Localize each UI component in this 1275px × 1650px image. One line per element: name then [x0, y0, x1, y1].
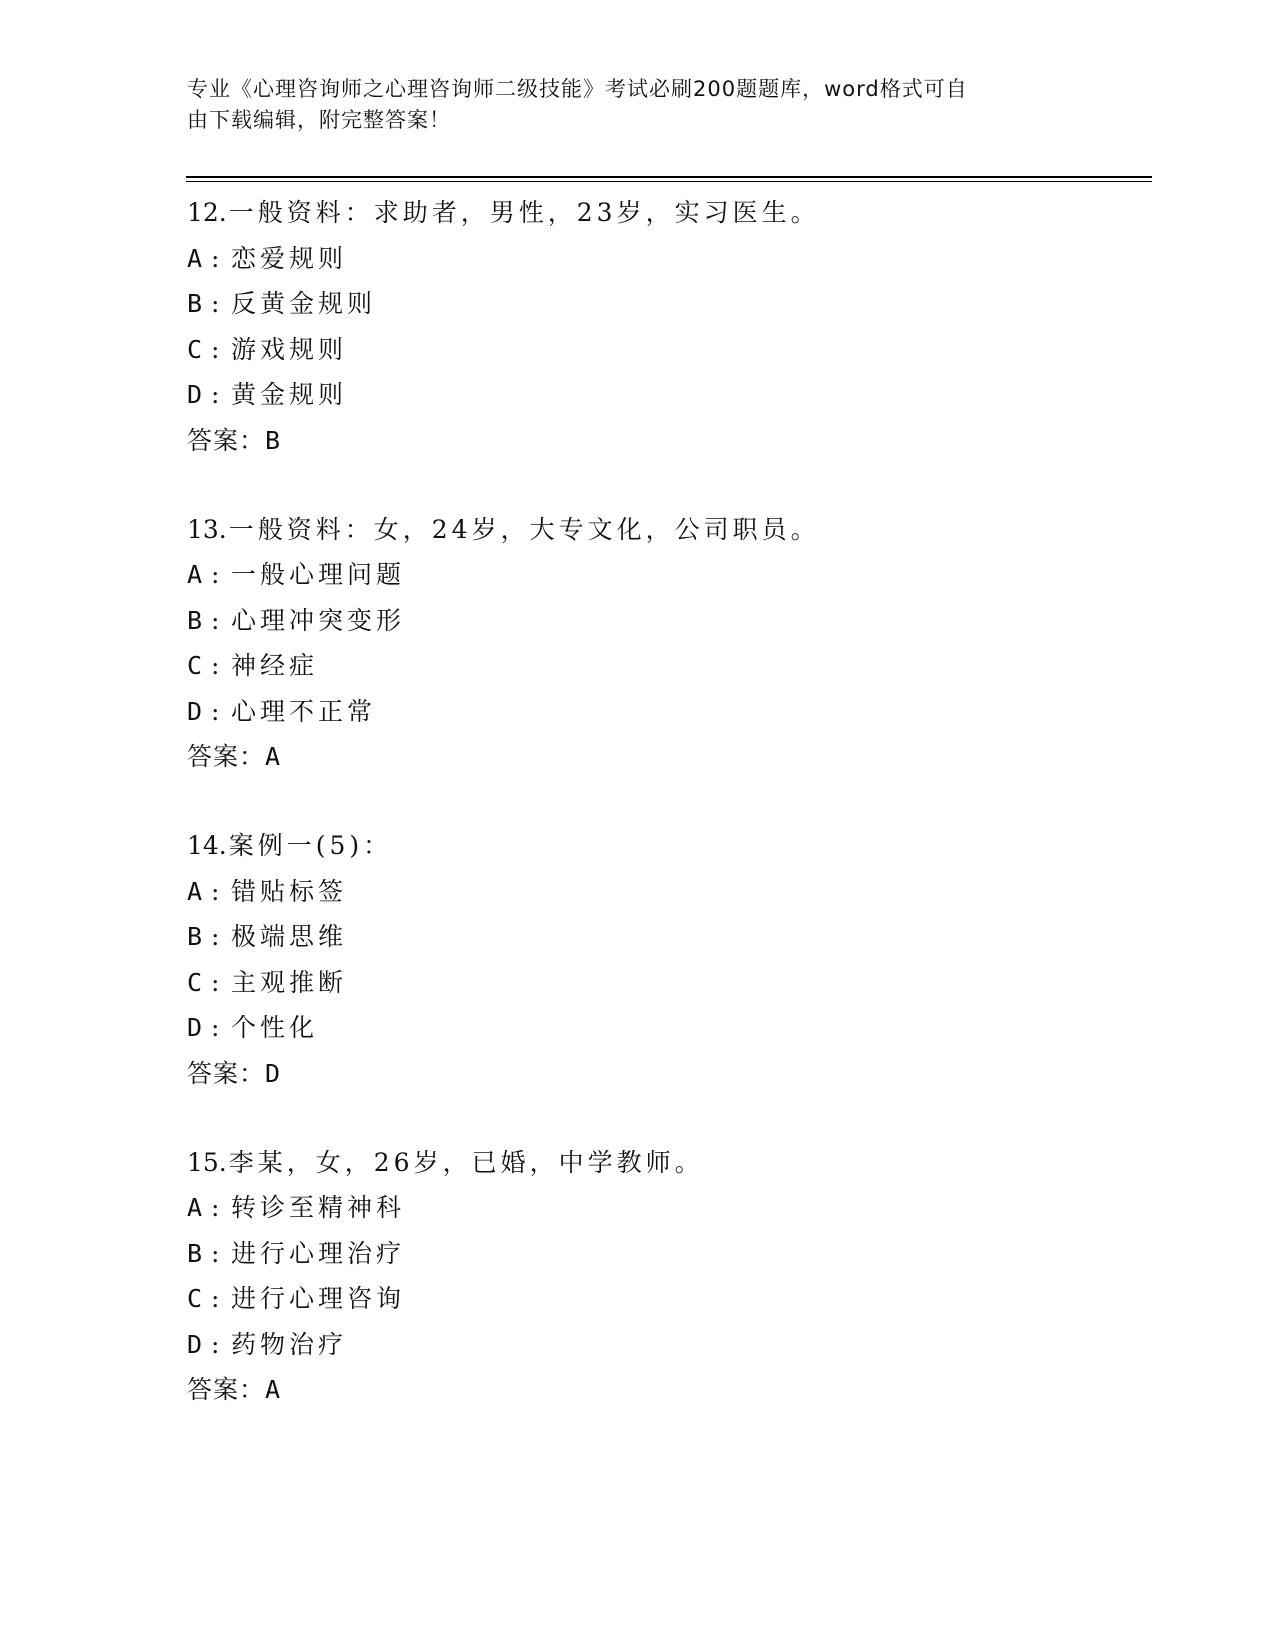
option-a: [187, 869, 1147, 915]
header-divider-thick: [186, 176, 1152, 178]
option-a: [187, 236, 1147, 282]
option-separator: :: [211, 1193, 220, 1222]
question-number: 14.: [187, 831, 227, 860]
answer-label: 答案：: [187, 425, 266, 455]
option-letter: D: [187, 696, 203, 726]
option-letter: B: [187, 922, 203, 951]
option-text: 转诊至精神科: [231, 1193, 406, 1222]
option-d: [187, 1005, 1147, 1051]
header-divider-thin: [186, 181, 1152, 182]
option-letter: C: [187, 967, 203, 997]
answer-value: B: [265, 425, 281, 455]
option-text: 个性化: [231, 1013, 319, 1042]
option-separator: :: [211, 1013, 220, 1042]
option-letter: D: [187, 380, 203, 409]
option-c: [187, 327, 1147, 373]
option-separator: :: [211, 696, 220, 726]
answer-value: A: [265, 742, 281, 771]
answer-label: 答案：: [187, 742, 266, 771]
option-separator: :: [211, 560, 220, 589]
question-item: [187, 1140, 1147, 1414]
option-text: 进行心理治疗: [231, 1238, 406, 1268]
option-letter: A: [187, 876, 203, 906]
option-letter: C: [187, 651, 203, 680]
question-item: [187, 823, 1147, 1097]
answer-line: [187, 418, 1147, 464]
answer-value: A: [265, 1375, 281, 1404]
answer-line: [187, 1367, 1147, 1413]
question-title: [187, 507, 1147, 553]
answer-line: [187, 1051, 1147, 1097]
question-item: [187, 507, 1147, 781]
option-text: 神经症: [231, 651, 319, 680]
option-d: [187, 689, 1147, 735]
option-separator: :: [211, 334, 220, 364]
option-letter: A: [187, 243, 203, 273]
option-b: [187, 1231, 1147, 1277]
question-number: 13.: [187, 514, 227, 544]
option-d: [187, 1322, 1147, 1368]
header-line-2: 由下载编辑，附完整答案！: [187, 108, 451, 132]
question-text: 一般资料：女，24岁，大专文化，公司职员。: [228, 514, 820, 544]
option-separator: :: [211, 243, 220, 273]
option-c: [187, 643, 1147, 689]
option-text: 黄金规则: [231, 380, 348, 409]
option-separator: :: [211, 1329, 220, 1359]
answer-line: [187, 734, 1147, 780]
option-text: 心理冲突变形: [231, 605, 406, 635]
option-b: [187, 598, 1147, 644]
option-letter: C: [187, 334, 203, 364]
option-text: 反黄金规则: [231, 289, 377, 318]
option-separator: :: [211, 1238, 220, 1268]
option-a: [187, 1185, 1147, 1231]
question-item: [187, 190, 1147, 464]
question-list: [187, 190, 1147, 1413]
option-separator: :: [211, 922, 220, 951]
option-text: 心理不正常: [231, 696, 377, 726]
option-text: 错贴标签: [231, 876, 348, 906]
option-separator: :: [211, 380, 220, 409]
question-text: 一般资料：求助者，男性，23岁，实习医生。: [228, 198, 820, 227]
option-b: [187, 281, 1147, 327]
option-text: 进行心理咨询: [231, 1284, 406, 1313]
question-text: 案例一(5)：: [228, 831, 393, 860]
option-letter: C: [187, 1284, 203, 1313]
option-d: [187, 372, 1147, 418]
option-separator: :: [211, 289, 220, 318]
document-header: [187, 74, 1087, 136]
answer-label: 答案：: [187, 1058, 266, 1088]
option-text: 药物治疗: [231, 1329, 348, 1359]
option-c: [187, 1276, 1147, 1322]
question-number: 12.: [187, 198, 227, 227]
option-letter: B: [187, 289, 203, 318]
question-title: [187, 190, 1147, 236]
answer-label: 答案：: [187, 1375, 266, 1404]
option-letter: D: [187, 1329, 203, 1359]
question-title: [187, 1140, 1147, 1186]
option-letter: B: [187, 1238, 203, 1268]
option-separator: :: [211, 1284, 220, 1313]
option-b: [187, 914, 1147, 960]
option-separator: :: [211, 967, 220, 997]
option-text: 游戏规则: [231, 334, 348, 364]
option-text: 主观推断: [231, 967, 348, 997]
option-c: [187, 960, 1147, 1006]
option-separator: :: [211, 651, 220, 680]
option-letter: A: [187, 1193, 203, 1222]
question-text: 李某，女，26岁，已婚，中学教师。: [228, 1147, 704, 1177]
option-text: 恋爱规则: [231, 243, 348, 273]
option-text: 一般心理问题: [231, 560, 406, 589]
answer-value: D: [265, 1058, 281, 1088]
question-title: [187, 823, 1147, 869]
option-separator: :: [211, 605, 220, 635]
question-number: 15.: [187, 1147, 227, 1177]
option-letter: B: [187, 605, 203, 635]
option-separator: :: [211, 876, 220, 906]
option-text: 极端思维: [231, 922, 348, 951]
header-line-1: 专业《心理咨询师之心理咨询师二级技能》考试必刷200题题库，word格式可自: [187, 77, 968, 101]
option-letter: D: [187, 1013, 203, 1042]
option-a: [187, 552, 1147, 598]
option-letter: A: [187, 560, 203, 589]
